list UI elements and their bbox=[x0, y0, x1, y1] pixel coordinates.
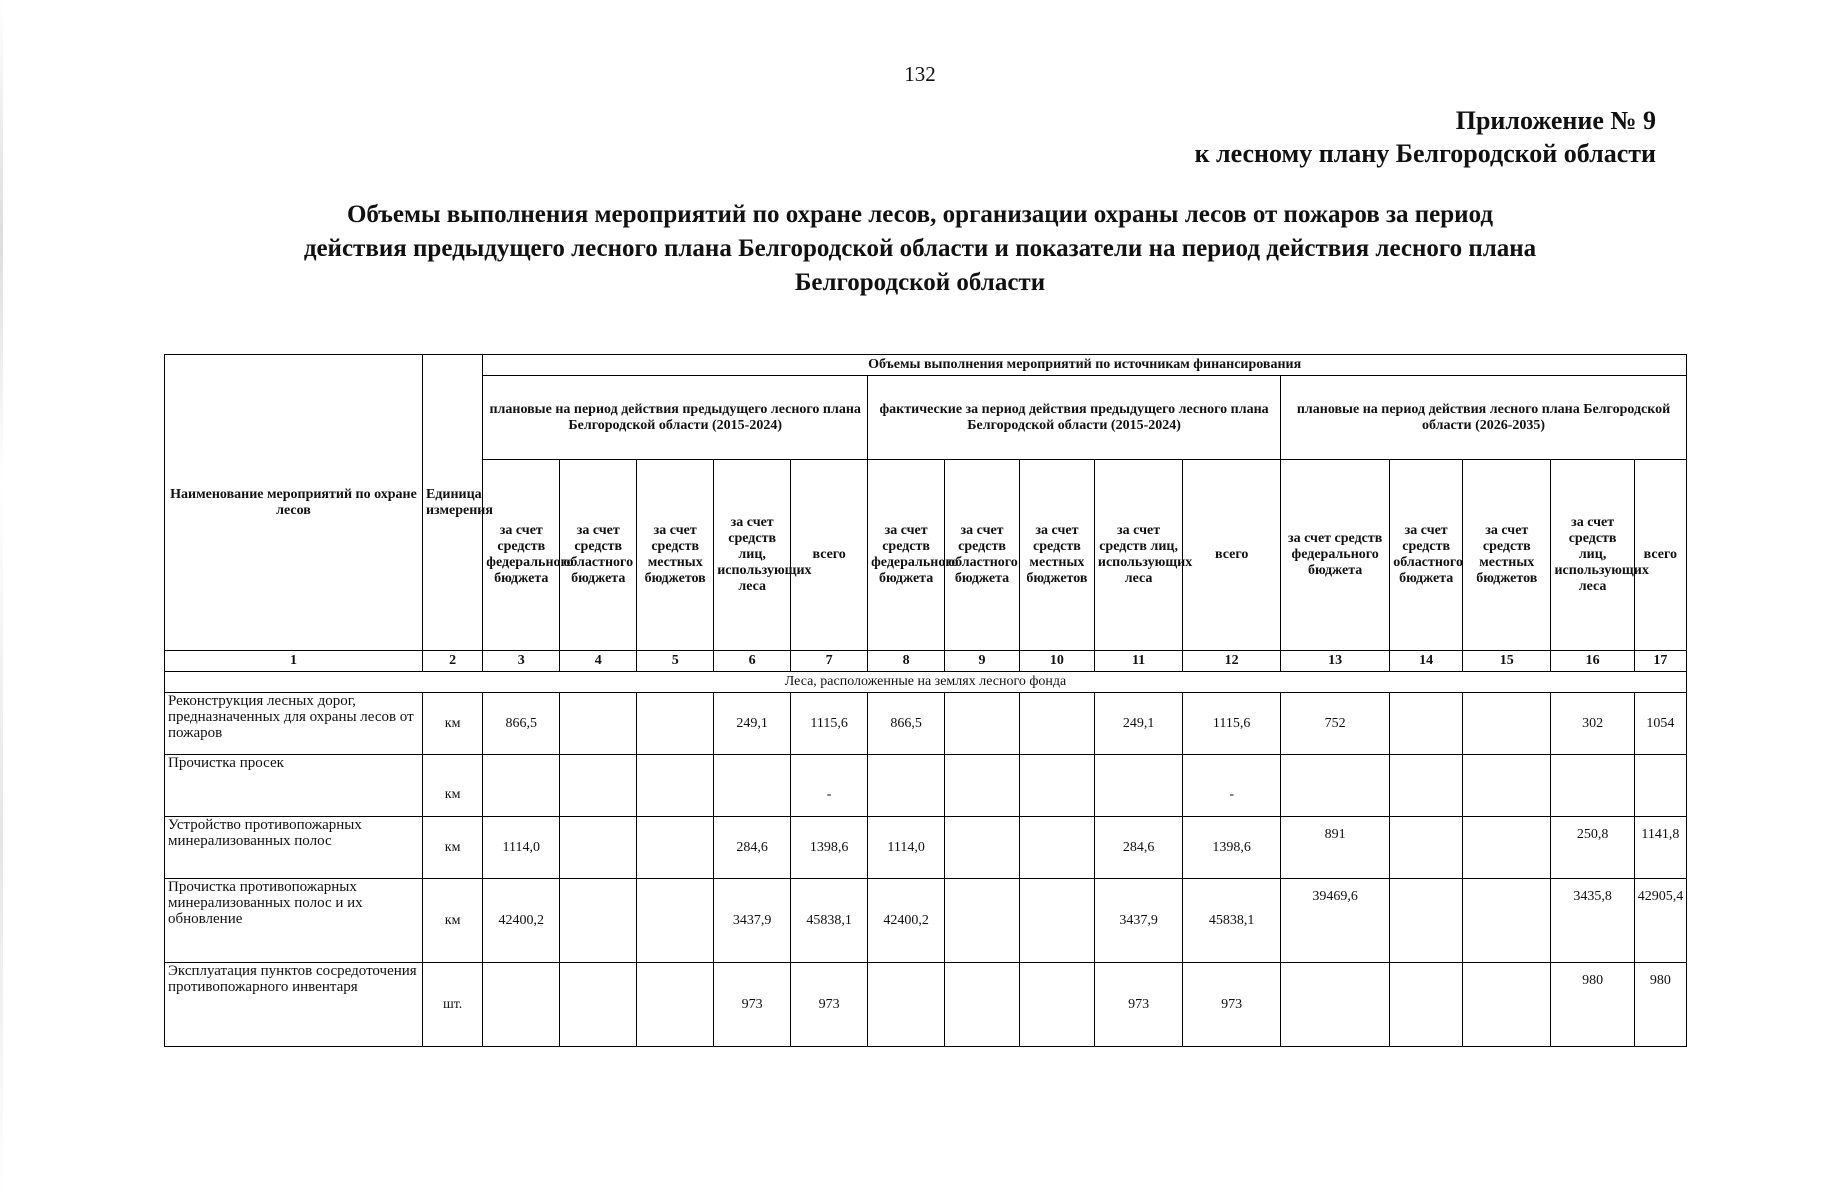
cell-value bbox=[560, 963, 637, 1047]
header-plan-prev: плановые на период действия предыдущего лесного плана Белгородской области (2015-2024) bbox=[483, 376, 868, 460]
cell-value bbox=[868, 755, 945, 817]
cell-value bbox=[1281, 963, 1390, 1047]
cell-value: 250,8 bbox=[1551, 817, 1634, 879]
cell-value: 1115,6 bbox=[791, 693, 868, 755]
row-unit: км bbox=[422, 817, 482, 879]
cell-value bbox=[560, 755, 637, 817]
column-number: 3 bbox=[483, 651, 560, 672]
cell-value bbox=[1019, 963, 1094, 1047]
column-number: 5 bbox=[637, 651, 714, 672]
cell-value bbox=[1463, 693, 1551, 755]
cell-value: 1054 bbox=[1634, 693, 1686, 755]
cell-value bbox=[1390, 755, 1463, 817]
column-number: 17 bbox=[1634, 651, 1686, 672]
cell-value bbox=[1463, 755, 1551, 817]
column-number: 1 bbox=[165, 651, 423, 672]
column-number: 9 bbox=[945, 651, 1020, 672]
column-number: 15 bbox=[1463, 651, 1551, 672]
cell-value: - bbox=[1183, 755, 1281, 817]
cell-value bbox=[1019, 693, 1094, 755]
cell-value bbox=[1094, 755, 1182, 817]
column-number: 7 bbox=[791, 651, 868, 672]
cell-value: 249,1 bbox=[1094, 693, 1182, 755]
header-total: всего bbox=[1183, 460, 1281, 651]
cell-value: 891 bbox=[1281, 817, 1390, 879]
cell-value: 1141,8 bbox=[1634, 817, 1686, 879]
cell-value bbox=[637, 963, 714, 1047]
cell-value: 980 bbox=[1634, 963, 1686, 1047]
column-number: 16 bbox=[1551, 651, 1634, 672]
cell-value: 302 bbox=[1551, 693, 1634, 755]
cell-value: 1115,6 bbox=[1183, 693, 1281, 755]
cell-value: 3437,9 bbox=[1094, 879, 1182, 963]
cell-value bbox=[637, 879, 714, 963]
cell-value bbox=[714, 755, 791, 817]
title-line-3: Белгородской области bbox=[794, 269, 1046, 296]
header-financing-group: Объемы выполнения мероприятий по источникам финансирования bbox=[483, 355, 1687, 376]
cell-value: 973 bbox=[1094, 963, 1182, 1047]
header-total: всего bbox=[791, 460, 868, 651]
column-number: 12 bbox=[1183, 651, 1281, 672]
cell-value bbox=[483, 755, 560, 817]
column-number: 8 bbox=[868, 651, 945, 672]
header-fact-prev: фактические за период действия предыдущего лесного плана Белгородской области (2015-2024) bbox=[868, 376, 1281, 460]
scan-edge bbox=[0, 0, 3, 1200]
title-line-1: Объемы выполнения мероприятий по охране лесов, организации охраны лесов от пожаров за период bbox=[346, 201, 1494, 228]
cell-value: 249,1 bbox=[714, 693, 791, 755]
cell-value: 42400,2 bbox=[483, 879, 560, 963]
header-regional: за счет средств областного бюджета bbox=[560, 460, 637, 651]
cell-value: 3435,8 bbox=[1551, 879, 1634, 963]
header-local: за счет средств местных бюджетов bbox=[1463, 460, 1551, 651]
column-number: 11 bbox=[1094, 651, 1182, 672]
column-number: 14 bbox=[1390, 651, 1463, 672]
header-regional: за счет средств областного бюджета bbox=[1390, 460, 1463, 651]
header-users: за счет средств лиц, использующих леса bbox=[1094, 460, 1182, 651]
cell-value bbox=[637, 693, 714, 755]
table-row bbox=[165, 693, 1687, 755]
table-row bbox=[165, 755, 1687, 817]
cell-value: 39469,6 bbox=[1281, 879, 1390, 963]
cell-value bbox=[945, 879, 1020, 963]
appendix-line-1: Приложение № 9 bbox=[1455, 106, 1656, 135]
cell-value bbox=[637, 817, 714, 879]
cell-value bbox=[945, 963, 1020, 1047]
header-total: всего bbox=[1634, 460, 1686, 651]
cell-value: 973 bbox=[714, 963, 791, 1047]
cell-value bbox=[1634, 755, 1686, 817]
title-line-2: действия предыдущего лесного плана Белгородской области и показатели на период действия лесного плана bbox=[303, 235, 1537, 262]
row-name: Реконструкция лесных дорог, предназначенных для охраны лесов от пожаров bbox=[165, 693, 423, 755]
cell-value: 1114,0 bbox=[868, 817, 945, 879]
cell-value: 42905,4 bbox=[1634, 879, 1686, 963]
header-local: за счет средств местных бюджетов bbox=[1019, 460, 1094, 651]
row-unit: км bbox=[422, 693, 482, 755]
row-unit: км bbox=[422, 879, 482, 963]
cell-value: 1114,0 bbox=[483, 817, 560, 879]
row-name: Эксплуатация пунктов сосредоточения противопожарного инвентаря bbox=[165, 963, 423, 1047]
document-title bbox=[190, 198, 1650, 300]
cell-value bbox=[1019, 817, 1094, 879]
appendix-header bbox=[1195, 104, 1656, 170]
cell-value: 980 bbox=[1551, 963, 1634, 1047]
cell-value: 866,5 bbox=[868, 693, 945, 755]
column-number: 13 bbox=[1281, 651, 1390, 672]
cell-value: 42400,2 bbox=[868, 879, 945, 963]
cell-value bbox=[1390, 693, 1463, 755]
cell-value bbox=[1390, 817, 1463, 879]
column-number: 2 bbox=[422, 651, 482, 672]
table-row bbox=[165, 817, 1687, 879]
cell-value bbox=[1551, 755, 1634, 817]
header-users: за счет средств лиц, использующих леса bbox=[1551, 460, 1634, 651]
cell-value bbox=[868, 963, 945, 1047]
header-local: за счет средств местных бюджетов bbox=[637, 460, 714, 651]
header-federal: за счет средств федерального бюджета bbox=[1281, 460, 1390, 651]
cell-value: 45838,1 bbox=[791, 879, 868, 963]
measures-table bbox=[164, 354, 1687, 1047]
row-unit: км bbox=[422, 755, 482, 817]
cell-value bbox=[945, 755, 1020, 817]
column-number: 4 bbox=[560, 651, 637, 672]
cell-value bbox=[945, 693, 1020, 755]
cell-value bbox=[1463, 879, 1551, 963]
header-plan-next: плановые на период действия лесного плана Белгородской области (2026-2035) bbox=[1281, 376, 1687, 460]
header-federal: за счет средств федерального бюджета bbox=[483, 460, 560, 651]
cell-value bbox=[1463, 817, 1551, 879]
cell-value bbox=[1390, 963, 1463, 1047]
cell-value: 973 bbox=[1183, 963, 1281, 1047]
page-number: 132 bbox=[904, 62, 936, 86]
row-name: Устройство противопожарных минерализованных полос bbox=[165, 817, 423, 879]
cell-value bbox=[483, 963, 560, 1047]
cell-value bbox=[637, 755, 714, 817]
table-row bbox=[165, 963, 1687, 1047]
cell-value: 45838,1 bbox=[1183, 879, 1281, 963]
cell-value: 973 bbox=[791, 963, 868, 1047]
column-number: 10 bbox=[1019, 651, 1094, 672]
cell-value bbox=[945, 817, 1020, 879]
cell-value bbox=[1390, 879, 1463, 963]
header-regional: за счет средств областного бюджета bbox=[945, 460, 1020, 651]
cell-value bbox=[1019, 879, 1094, 963]
cell-value: - bbox=[791, 755, 868, 817]
header-name-col: Наименование мероприятий по охране лесов bbox=[165, 355, 423, 651]
section-title: Леса, расположенные на землях лесного фонда bbox=[165, 672, 1687, 693]
cell-value: 284,6 bbox=[1094, 817, 1182, 879]
table-row bbox=[165, 879, 1687, 963]
cell-value: 866,5 bbox=[483, 693, 560, 755]
cell-value: 1398,6 bbox=[1183, 817, 1281, 879]
cell-value bbox=[560, 693, 637, 755]
cell-value: 1398,6 bbox=[791, 817, 868, 879]
row-name: Прочистка противопожарных минерализованных полос и их обновление bbox=[165, 879, 423, 963]
cell-value: 3437,9 bbox=[714, 879, 791, 963]
row-name: Прочистка просек bbox=[165, 755, 423, 817]
header-unit-col: Единица измерения bbox=[422, 355, 482, 651]
header-users: за счет средств лиц, использующих леса bbox=[714, 460, 791, 651]
row-unit: шт. bbox=[422, 963, 482, 1047]
cell-value: 284,6 bbox=[714, 817, 791, 879]
cell-value bbox=[560, 879, 637, 963]
column-number: 6 bbox=[714, 651, 791, 672]
appendix-line-2: к лесному плану Белгородской области bbox=[1194, 139, 1656, 168]
header-federal: за счет средств федерального бюджета bbox=[868, 460, 945, 651]
cell-value bbox=[1281, 755, 1390, 817]
cell-value: 752 bbox=[1281, 693, 1390, 755]
cell-value bbox=[1019, 755, 1094, 817]
cell-value bbox=[1463, 963, 1551, 1047]
cell-value bbox=[560, 817, 637, 879]
